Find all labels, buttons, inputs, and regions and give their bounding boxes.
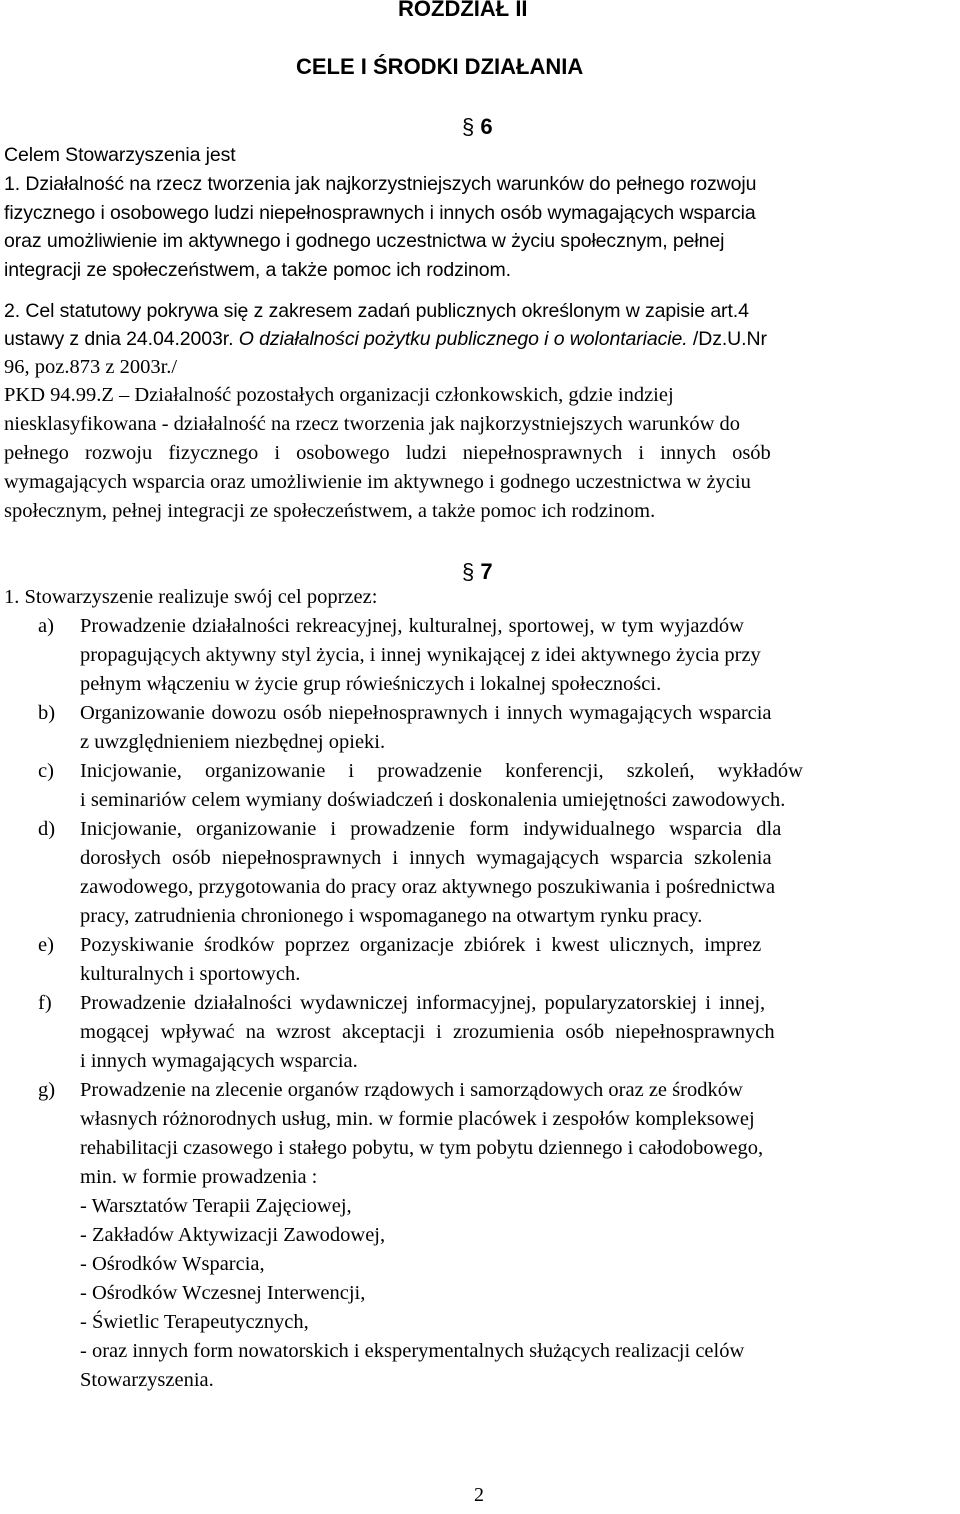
item-d-line-2: dorosłych osób niepełnosprawnych i innych wymagających wsparcia szkolenia: [80, 847, 772, 869]
item-e-label: e): [38, 934, 54, 956]
section-6-intro: Celem Stowarzyszenia jest: [4, 144, 236, 166]
s6-p2-date: ustawy z dnia 24.04.2003r.: [4, 328, 239, 350]
item-a-line-2: propagujących aktywny styl życia, i innej wynikającej z idei aktywnego życia przy: [80, 644, 761, 666]
item-g-line-2: własnych różnorodnych usług, min. w formie placówek i zespołów kompleksowej: [80, 1108, 755, 1130]
item-g-line-1: Prowadzenie na zlecenie organów rządowych i samorządowych oraz ze środków: [80, 1079, 743, 1101]
chapter-subheading: CELE I ŚRODKI DZIAŁANIA: [296, 54, 584, 79]
item-d-line-1: Inicjowanie, organizowanie i prowadzenie form indywidualnego wsparcia dla: [80, 818, 782, 840]
item-g-label: g): [38, 1079, 56, 1101]
item-f-line-1: Prowadzenie działalności wydawniczej informacyjnej, popularyzatorskiej i innej,: [80, 992, 766, 1014]
item-a-label: a): [38, 615, 54, 637]
item-g-line-10: - oraz innych form nowatorskich i eksperymentalnych służących realizacji celów: [80, 1340, 745, 1362]
item-g-line-6: - Zakładów Aktywizacji Zawodowej,: [80, 1224, 386, 1246]
section-sign-icon: §: [462, 114, 475, 139]
item-a-line-1: Prowadzenie działalności rekreacyjnej, kulturalnej, sportowej, w tym wyjazdów: [80, 615, 744, 637]
s6-p2-line-2: [4, 328, 767, 351]
item-a-line-3: pełnym włączeniu w życie grup rówieśniczych i lokalnej społeczności.: [80, 673, 662, 695]
s6-pkd-line-3: pełnego rozwoju fizycznego i osobowego ludzi niepełnosprawnych i innych osób: [4, 442, 771, 464]
item-b-label: b): [38, 702, 56, 724]
s6-pkd-line-4: wymagających wsparcia oraz umożliwienie im aktywnego i godnego uczestnictwa w życiu: [4, 471, 751, 493]
page-number: 2: [474, 1484, 484, 1506]
s6-p2-line-3: 96, poz.873 z 2003r./: [4, 356, 178, 378]
item-g-line-9: - Świetlic Terapeutycznych,: [80, 1311, 309, 1333]
s6-p2-line-1: 2. Cel statutowy pokrywa się z zakresem zadań publicznych określonym w zapisie art.4: [4, 300, 749, 322]
section-7-intro: 1. Stowarzyszenie realizuje swój cel poprzez:: [4, 586, 378, 608]
item-g-line-5: - Warsztatów Terapii Zajęciowej,: [80, 1195, 352, 1217]
section-7-sign: [462, 559, 493, 585]
item-c-line-2: i seminariów celem wymiany doświadczeń i doskonalenia umiejętności zawodowych.: [80, 789, 786, 811]
section-7-number: 7: [480, 559, 493, 584]
chapter-heading: ROZDZIAŁ II: [398, 0, 528, 21]
item-e-line-2: kulturalnych i sportowych.: [80, 963, 301, 985]
item-f-line-3: i innych wymagających wsparcia.: [80, 1050, 358, 1072]
item-c-line-1: Inicjowanie, organizowanie i prowadzenie konferencji, szkoleń, wykładów: [80, 760, 803, 782]
s6-pkd-line-2: niesklasyfikowana - działalność na rzecz tworzenia jak najkorzystniejszych warunków do: [4, 413, 741, 435]
section-6-number: 6: [480, 114, 493, 139]
section-6-sign: [462, 114, 493, 140]
s6-p2-ref: /Dz.U.Nr: [687, 328, 767, 350]
s6-p1-line-1: 1. Działalność na rzecz tworzenia jak najkorzystniejszych warunków do pełnego rozwoju: [4, 173, 757, 195]
item-d-line-4: pracy, zatrudnienia chronionego i wspomaganego na otwartym rynku pracy.: [80, 905, 703, 927]
item-d-line-3: zawodowego, przygotowania do pracy oraz aktywnego poszukiwania i pośrednictwa: [80, 876, 776, 898]
item-g-line-7: - Ośrodków Wsparcia,: [80, 1253, 265, 1275]
item-b-line-1: Organizowanie dowozu osób niepełnosprawnych i innych wymagających wsparcia: [80, 702, 772, 724]
s6-p1-line-2: fizycznego i osobowego ludzi niepełnosprawnych i innych osób wymagających wsparcia: [4, 202, 756, 224]
item-c-label: c): [38, 760, 54, 782]
item-g-line-11: Stowarzyszenia.: [80, 1369, 214, 1391]
section-sign-icon: §: [462, 559, 475, 584]
s6-p1-line-3: oraz umożliwienie im aktywnego i godnego uczestnictwa w życiu społecznym, pełnej: [4, 230, 725, 252]
item-b-line-2: z uwzględnieniem niezbędnej opieki.: [80, 731, 386, 753]
item-f-line-2: mogącej wpływać na wzrost akceptacji i zrozumienia osób niepełnosprawnych: [80, 1021, 775, 1043]
s6-p2-act-title: O działalności pożytku publicznego i o wolontariacie.: [238, 328, 688, 350]
s6-pkd-line-5: społecznym, pełnej integracji ze społeczeństwem, a także pomoc ich rodzinom.: [4, 500, 656, 522]
item-e-line-1: Pozyskiwanie środków poprzez organizacje zbiórek i kwest ulicznych, imprez: [80, 934, 762, 956]
item-g-line-3: rehabilitacji czasowego i stałego pobytu, w tym pobytu dziennego i całodobowego,: [80, 1137, 764, 1159]
item-f-label: f): [38, 992, 52, 1014]
item-g-line-4: min. w formie prowadzenia :: [80, 1166, 318, 1188]
s6-pkd-line-1: PKD 94.99.Z – Działalność pozostałych organizacji członkowskich, gdzie indziej: [4, 384, 674, 406]
item-g-line-8: - Ośrodków Wczesnej Interwencji,: [80, 1282, 366, 1304]
s6-p1-line-4: integracji ze społeczeństwem, a także pomoc ich rodzinom.: [4, 259, 511, 281]
item-d-label: d): [38, 818, 56, 840]
